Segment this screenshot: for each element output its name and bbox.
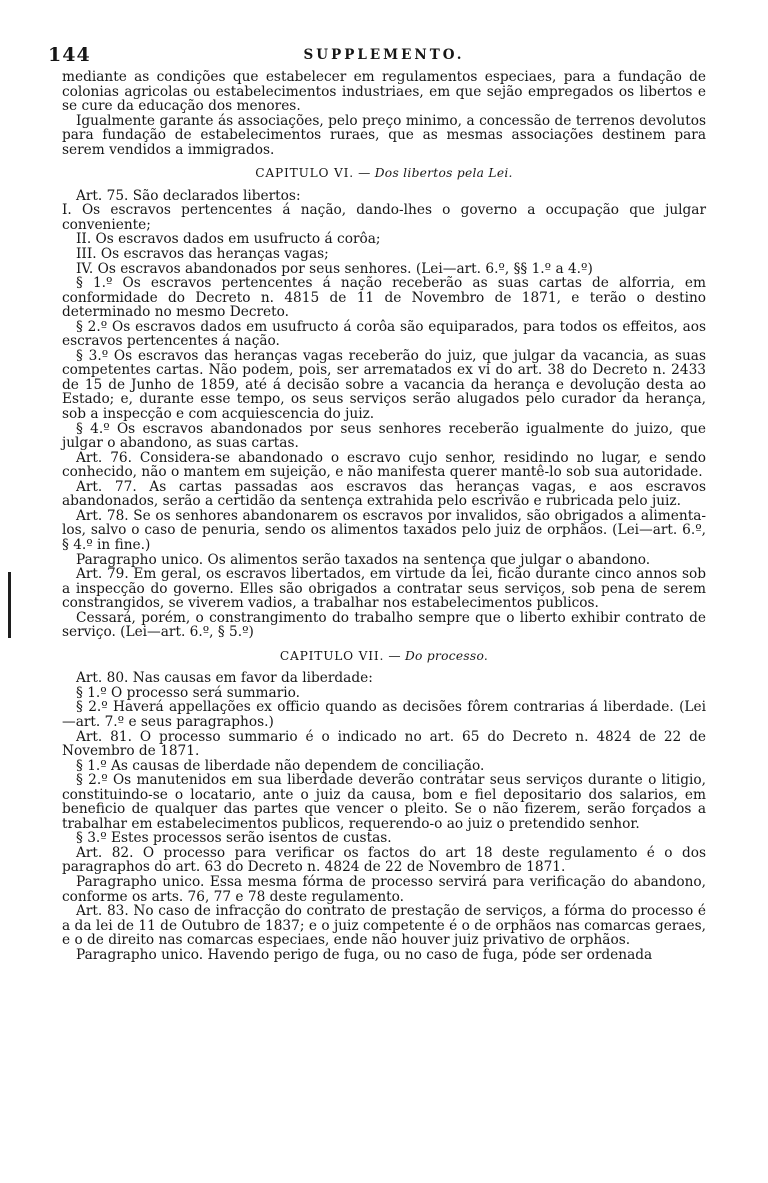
paragraph: I. Os escravos pertencentes á nação, dando-lhes o governo a occupação que julgar conveniente; bbox=[62, 202, 706, 233]
paragraph: Art. 75. São declarados libertos: bbox=[76, 187, 301, 204]
paragraph: Paragrapho unico. Os alimentos serão taxados na sentença que julgar o abandono. bbox=[76, 551, 651, 568]
page-header bbox=[48, 44, 706, 70]
paragraph: Art. 77. As cartas passadas aos escravos das heranças vagas, e aos escravos abandonados, serão a certidão da sentença extrahida pelo escrivão e rubricada pelo juiz. bbox=[62, 478, 706, 510]
paragraph: Art. 76. Considera-se abandonado o escravo cujo senhor, residindo no lugar, e sendo conhecido, não o mantem em sujeição, e não manifesta querer mantê-lo sob sua autoridade. bbox=[62, 449, 706, 481]
paragraph: Art. 81. O processo summario é o indicado no art. 65 do Decreto n. 4824 de 22 de Novembro de 1871. bbox=[62, 728, 706, 760]
paragraph: IV. Os escravos abandonados por seus senhores. (Lei—art. 6.º, §§ 1.º a 4.º) bbox=[76, 260, 593, 277]
running-title: SUPPLEMENTO. bbox=[303, 47, 465, 63]
paragraph: Paragrapho unico. Essa mesma fórma de processo servirá para verificação do abandono, conforme os arts. 76, 77 e 78 deste regulamento. bbox=[62, 873, 706, 905]
paragraph: § 4.º Os escravos abandonados por seus senhores receberão igualmente do juizo, que julgar o abandono, as suas cartas. bbox=[62, 420, 706, 452]
paragraph: § 2.º Os manutenidos em sua liberdade deverão contratar seus serviços durante o litigio, constituindo-se o locatario, ante o juiz da causa, bom e fiel depositario dos salarios, em beneficio de qualquer das partes que vencer o pleito. Se o não fizerem, serão forçados a trabalhar em estabelecimentos publicos, requerendo-o ao juiz o pretendido senhor. bbox=[62, 772, 706, 832]
paragraph: Art. 82. O processo para verificar os factos do art 18 deste regulamento é o dos paragraphos do art. 63 do Decreto n. 4824 de 22 de Novembro de 1871. bbox=[62, 844, 706, 876]
paragraph: Art. 78. Se os senhores abandonarem os escravos por invalidos, são obrigados a alimenta-los, salvo o caso de penuria, sendo os alimentos taxados pelo juiz de orphãos. (Lei—art. 6.º, § 4.º in fine.) bbox=[62, 507, 706, 553]
chapter-title: Do processo. bbox=[404, 648, 489, 663]
paragraph: § 2.º Os escravos dados em usufructo á corôa são equiparados, para todos os effeitos, aos escravos pertencentes á nação. bbox=[62, 318, 706, 350]
paragraph: § 1.º As causas de liberdade não dependem de conciliação. bbox=[76, 757, 485, 774]
paragraph: Art. 83. No caso de infracção do contrato de prestação de serviços, a fórma do processo é a da lei de 11 de Outubro de 1837; e o juiz competente é o de orphãos nas comarcas geraes, e o de direito nas comarcas especiaes, ende não houver juiz privativo de orphãos. bbox=[62, 903, 706, 949]
paragraph: Paragrapho unico. Havendo perigo de fuga, ou no caso de fuga, póde ser ordenada bbox=[76, 946, 653, 963]
paragraph: Igualmente garante ás associações, pelo preço minimo, a concessão de terrenos devolutos para fundação de estabelecimentos ruraes, que as mesmas associações destinem para serem vendidos a immigrados. bbox=[62, 112, 706, 158]
paragraph: § 2.º Haverá appellações ex officio quando as decisões fôrem contrarias á liberdade. (Lei—art. 7.º e seus paragraphos.) bbox=[62, 699, 706, 730]
chapter-heading: CAPITULO VII. — Do processo. bbox=[279, 648, 489, 663]
chapter-heading: CAPITULO VI. — Dos libertos pela Lei. bbox=[255, 166, 513, 181]
chapter-title: Dos libertos pela Lei. bbox=[374, 166, 513, 181]
paragraph: Cessará, porém, o constrangimento do trabalho sempre que o liberto exhibir contrato de serviço. (Lei—art. 6.º, § 5.º) bbox=[62, 609, 706, 641]
paragraph: § 1.º O processo será summario. bbox=[76, 684, 300, 701]
paragraph: § 1.º Os escravos pertencentes á nação receberão as suas cartas de alforria, em conformidade do Decreto n. 4815 de 11 de Novembro de 1871, e terão o destino determinado no mesmo Decreto. bbox=[62, 275, 706, 321]
paragraph: II. Os escravos dados em usufructo á corôa; bbox=[76, 231, 381, 248]
paragraph: mediante as condições que estabelecer em regulamentos especiaes, para a fundação de colonias agricolas ou estabelecimentos industriaes, em que sejão empregados os libertos e se cure da educação dos menores. bbox=[62, 69, 706, 115]
paragraph: Art. 80. Nas causas em favor da liberdade: bbox=[76, 670, 373, 687]
page-body bbox=[62, 70, 706, 962]
page bbox=[48, 44, 706, 963]
paragraph: Art. 79. Em geral, os escravos libertados, em virtude da lei, ficão durante cinco annos sob a inspecção do governo. Elles são obrigados a contratar seus serviços, sob pena de serem constrangidos, se viverem vadios, a trabalhar nos estabelecimentos publicos. bbox=[62, 566, 706, 612]
chapter-label: CAPITULO VI. bbox=[255, 166, 354, 181]
page-number: 144 bbox=[48, 44, 91, 66]
paragraph: III. Os escravos das heranças vagas; bbox=[76, 246, 329, 263]
chapter-label: CAPITULO VII. bbox=[279, 648, 385, 663]
paragraph: § 3.º Estes processos serão isentos de custas. bbox=[76, 830, 392, 847]
margin-mark bbox=[8, 572, 11, 638]
paragraph: § 3.º Os escravos das heranças vagas receberão do juiz, que julgar da vacancia, as suas competentes cartas. Não podem, pois, ser arrematados ex vi do art. 38 do Decreto n. 2433 de 15 de Junho de 1859, até á decisão sobre a vacancia da herança e devolução desta ao Estado; e, durante esse tempo, os seus serviços serão alugados pelo curador da herança, sob a inspecção e com acquiescencia do juiz. bbox=[62, 347, 706, 423]
